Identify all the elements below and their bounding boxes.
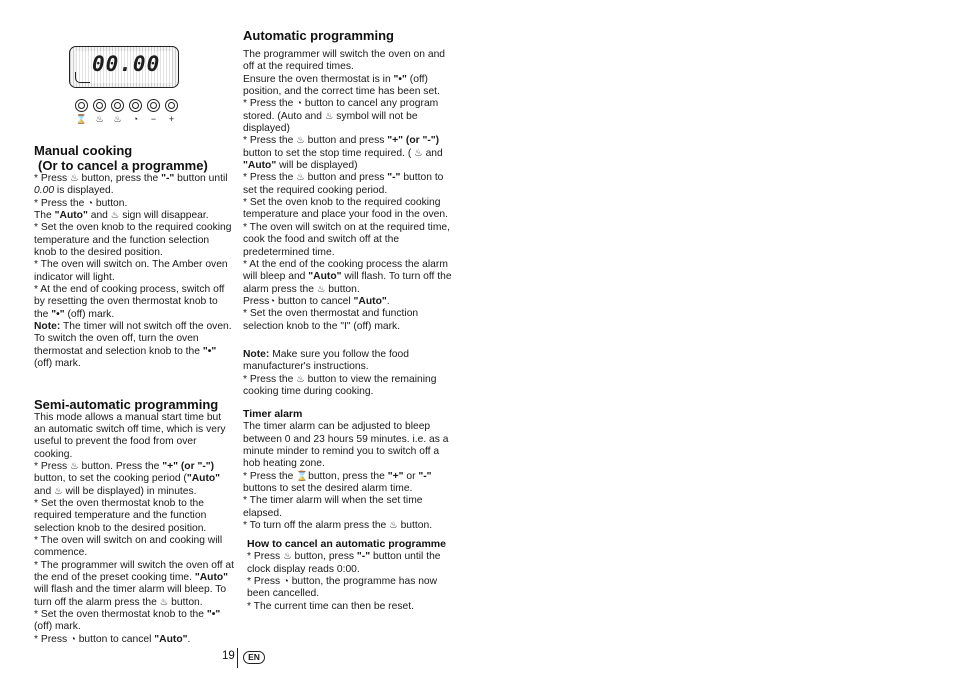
cancel-title: How to cancel an automatic programme <box>247 538 446 551</box>
clock-icon: ◔ <box>87 197 93 209</box>
auto-icon: ♨ <box>316 283 326 295</box>
auto-paragraph: * Set the oven thermostat and function selection knob to the "I" (off) mark. <box>243 308 419 332</box>
auto-icon: ♨ <box>389 520 398 532</box>
manual-paragraph: * Set the oven knob to the required cooking temperature and the function selection knob to the desired position. <box>34 222 232 259</box>
text: button to set the stop time required. ( <box>243 147 412 159</box>
text: * Set the oven thermostat knob to the <box>34 609 205 620</box>
text: button until <box>177 173 228 184</box>
text: . <box>386 295 390 307</box>
timer-display <box>69 46 179 88</box>
auto-icon: ♨ <box>159 596 169 608</box>
left-column <box>34 143 234 646</box>
semi-paragraph <box>34 634 234 646</box>
text: button until the clock display reads 0:00. <box>247 551 441 575</box>
manual-paragraph <box>34 210 234 222</box>
cancel-paragraph: * The current time can then be reset. <box>247 600 414 612</box>
text: * The programmer will switch the oven off at the end of the preset cooking time. <box>34 559 234 583</box>
text: "Auto" <box>154 633 188 645</box>
text: "Auto" <box>194 571 229 583</box>
text: buttons to set the desired alarm time. <box>243 483 413 494</box>
text: * Press the <box>243 172 294 184</box>
text: * Press <box>34 460 68 472</box>
right-column <box>243 28 455 613</box>
auto-icon: ♨ <box>113 114 122 124</box>
text: "+" <box>387 470 404 482</box>
text: (off) mark. <box>34 621 81 633</box>
text: "Auto" <box>353 295 387 307</box>
text: "Auto" <box>308 271 342 283</box>
timer-title: Timer alarm <box>243 408 303 421</box>
auto-paragraph <box>243 135 455 172</box>
text: The <box>34 210 52 222</box>
text: Press <box>243 295 270 307</box>
auto-note <box>243 349 455 374</box>
auto-icon: ♨ <box>296 373 305 385</box>
text: "-" <box>387 172 401 184</box>
auto-icon: ♨ <box>296 172 305 184</box>
text: Make sure you follow the food manufacturer's instructions. <box>243 348 409 373</box>
manual-paragraph <box>34 173 234 198</box>
auto-title: Automatic programming <box>243 28 394 43</box>
text: button. <box>171 596 203 608</box>
auto-paragraph <box>243 98 455 135</box>
auto-paragraph: The programmer will switch the oven on and off at the required times. <box>243 49 446 73</box>
auto-icon: ♨ <box>296 135 305 147</box>
auto-icon: ♨ <box>324 110 334 122</box>
cancel-paragraph <box>247 576 455 601</box>
text: * Press the <box>243 135 294 147</box>
semi-title: Semi-automatic programming <box>34 396 219 412</box>
text: "Auto" <box>243 160 277 172</box>
manual-title-2: (Or to cancel a programme) <box>38 158 208 173</box>
text: button to view the remaining cooking time during cooking. <box>243 373 437 397</box>
auto-paragraph <box>243 172 455 197</box>
display-corner-mark <box>75 72 90 83</box>
language-badge: EN <box>243 651 265 664</box>
auto-paragraph <box>243 374 455 399</box>
text: "Auto" <box>54 210 88 222</box>
text: * Press the <box>243 98 294 110</box>
text: and <box>34 485 52 497</box>
text: button to set the required cooking period. <box>243 172 444 196</box>
text: button. <box>328 283 360 295</box>
timer-icon: ⌛ <box>75 114 88 124</box>
text: * Press <box>34 633 68 645</box>
text: button, press the <box>308 470 385 482</box>
clock-icon: ◔ <box>269 295 276 307</box>
auto-paragraph <box>243 74 455 99</box>
manual-note <box>34 321 234 370</box>
text: * Press <box>247 576 281 588</box>
text: (off) position, and the correct time has been set. <box>243 73 440 98</box>
clock-icon: ◔ <box>283 576 289 588</box>
knob-3 <box>111 99 124 112</box>
semi-paragraph: * The oven will switch on and cooking will commence. <box>34 534 223 559</box>
text: * Press the <box>243 470 294 482</box>
semi-paragraph <box>34 461 234 498</box>
text: * Press the <box>243 373 294 385</box>
text: "•" <box>206 609 221 620</box>
auto-icon: ♨ <box>110 210 120 222</box>
text: * Press the <box>34 197 85 209</box>
text: button, press the <box>81 173 159 184</box>
text: 0.00 <box>34 185 55 197</box>
auto-icon: ♨ <box>54 485 63 497</box>
knob-4 <box>129 99 142 112</box>
text: will flash and the timer alarm will bleep. To turn off the alarm press the <box>34 584 227 608</box>
manual-paragraph: * The oven will switch on. The Amber oven indicator will light. <box>34 259 228 283</box>
auto-paragraph: * The oven will switch on at the required time, cook the food and switch off at the predetermined time. <box>243 221 450 258</box>
text: * At the end of cooking process, switch off by resetting the oven thermostat knob to the <box>34 284 225 320</box>
timer-icon: ⌛ <box>296 470 309 482</box>
text: * Press <box>34 173 68 184</box>
text: The timer will not switch off the oven. To switch the oven off, turn the oven thermostat and selection knob to the <box>34 321 232 357</box>
auto-paragraph <box>243 296 455 308</box>
text: button. Press the <box>81 460 160 472</box>
text: (off) mark. <box>67 308 115 320</box>
plus-icon: + <box>168 114 175 124</box>
text: "Auto" <box>186 473 221 485</box>
manual-paragraph <box>34 198 234 210</box>
semi-paragraph: This mode allows a manual start time but an automatic switch off time, which is very useful to prevent the food from over cooking. <box>34 411 226 460</box>
text: and <box>425 147 443 159</box>
footer-divider <box>237 648 238 668</box>
control-knob-row <box>75 99 185 131</box>
note-label: Note: <box>34 321 61 333</box>
text: "-" <box>418 470 432 482</box>
text: button to cancel <box>277 295 351 307</box>
clock-icon: ◔ <box>70 633 76 645</box>
knob-6 <box>165 99 178 112</box>
cancel-section <box>243 538 455 613</box>
text: button to cancel any program stored. (Auto and <box>243 98 439 122</box>
knob-1 <box>75 99 88 112</box>
auto-icon: ♨ <box>95 114 104 124</box>
minus-icon: − <box>150 114 157 124</box>
text: button and press <box>307 172 385 184</box>
text: is displayed. <box>56 185 114 197</box>
text: "+" <box>162 460 178 472</box>
text: button, to set the cooking period ( <box>34 473 187 485</box>
auto-icon: ♨ <box>283 551 292 563</box>
clock-icon: ◔ <box>132 114 139 124</box>
text: and <box>90 210 108 222</box>
manual-title-1: Manual cooking <box>34 143 133 158</box>
display-digits: 00.00 <box>92 52 161 76</box>
text: button. <box>95 197 128 209</box>
text: "•" <box>393 73 407 85</box>
text: "-" <box>356 551 371 563</box>
knob-5 <box>147 99 160 112</box>
text: button and press <box>307 135 385 147</box>
text: button, press <box>294 551 355 563</box>
text: (off) mark. <box>34 358 81 370</box>
text: . <box>187 633 191 645</box>
text: "•" <box>51 308 65 320</box>
text: button to cancel <box>78 633 152 645</box>
text: button, the programme has now been cancelled. <box>247 576 438 600</box>
text: or <box>406 470 416 482</box>
text: Ensure the oven thermostat is in <box>243 73 391 85</box>
text: * To turn off the alarm press the <box>243 520 387 532</box>
page-number: 19 <box>222 650 235 662</box>
text: will be displayed) in minutes. <box>65 485 197 497</box>
note-label: Note: <box>243 348 270 360</box>
semi-paragraph: * Set the oven thermostat knob to the required temperature and the function selection knob to the desired position. <box>34 497 207 534</box>
auto-icon: ♨ <box>70 173 79 184</box>
text: will flash. To turn off the alarm press the <box>243 271 452 295</box>
semi-paragraph <box>34 609 234 634</box>
manual-paragraph <box>34 284 234 321</box>
timer-paragraph <box>243 471 455 496</box>
semi-paragraph <box>34 560 234 609</box>
text: will be displayed) <box>279 160 358 172</box>
auto-icon: ♨ <box>70 460 79 472</box>
text: * Press <box>247 551 281 563</box>
auto-paragraph: * Set the oven knob to the required cooking temperature and place your food in the oven. <box>243 197 448 221</box>
text: sign will disappear. <box>122 210 209 222</box>
clock-icon: ◔ <box>296 98 302 110</box>
text: "•" <box>202 345 217 357</box>
cancel-paragraph <box>247 551 455 576</box>
text: button. <box>400 520 433 532</box>
text: (or "-") <box>180 460 215 472</box>
text: * At the end of the cooking process the alarm will bleep and <box>243 258 448 283</box>
text: "-" <box>161 173 175 184</box>
timer-paragraph: The timer alarm can be adjusted to bleep between 0 and 23 hours 59 minutes. i.e. as a minute minder to remind you to switch off a hob heating zone. <box>243 421 449 470</box>
text: "+" (or "-") <box>387 135 440 147</box>
auto-icon: ♨ <box>414 147 423 159</box>
auto-paragraph <box>243 259 455 296</box>
timer-paragraph <box>243 520 455 532</box>
knob-2 <box>93 99 106 112</box>
text: symbol will not be displayed) <box>243 110 418 135</box>
timer-paragraph: * The timer alarm will when the set time elapsed. <box>243 495 423 519</box>
